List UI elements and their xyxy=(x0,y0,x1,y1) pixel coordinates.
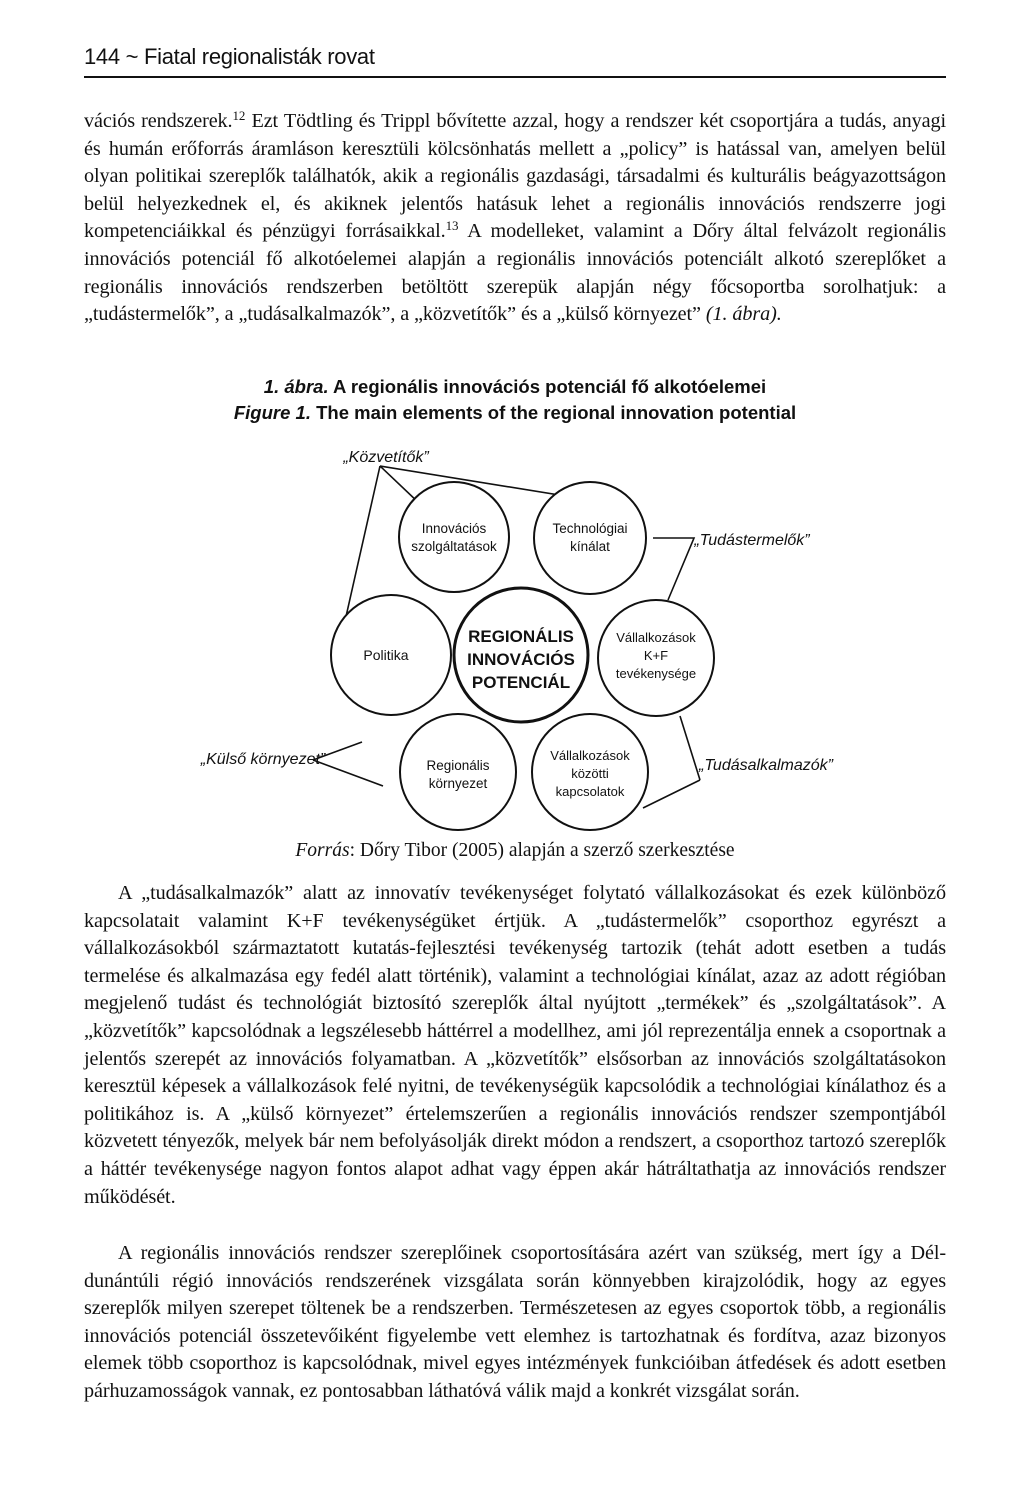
technologiai-label: kínálat xyxy=(570,539,610,554)
figure-caption-en xyxy=(84,400,946,425)
innovacios-szolgaltatasok-circle xyxy=(399,482,509,592)
technologiai-kinalat-circle xyxy=(534,482,646,594)
tudasalkalmazok-connector xyxy=(643,780,700,808)
body-paragraph xyxy=(84,880,946,1211)
figure-caption-hu xyxy=(84,374,946,399)
vallalkozasok-label: tevékenysége xyxy=(615,666,697,681)
figure-source xyxy=(84,838,946,864)
regionalis-label: környezet xyxy=(428,776,488,791)
tudastermelok-connector xyxy=(653,538,694,600)
politika-label: Politika xyxy=(363,647,409,663)
regionalis-label: Regionális xyxy=(426,758,490,773)
group-label-kulso: „Külső környezet” xyxy=(200,751,326,768)
footnote-marker: 12 xyxy=(232,107,246,123)
center-label: POTENCIÁL xyxy=(471,673,571,692)
center-label: INNOVÁCIÓS xyxy=(467,650,575,669)
tudasalkalmazok-connector xyxy=(680,716,700,780)
intro-text-3: A modelleket, valamint a Dőry által felvázolt regionális innovációs potenciál fő alkotóelemei alapján a regionális innovációs potenciált alkotó szereplőket a regionális innovációs rendszerben betöltött szerepük alapján négy főcsoportba sorolhatjuk: a „tudástermelők”, a „tudásalkalmazók”, a „közvetítők” és a „külső környezet” xyxy=(84,220,946,326)
kapcsolatok-label: kapcsolatok xyxy=(555,784,625,799)
caption-hu-label: 1. ábra. xyxy=(263,376,329,397)
caption-hu-text: A regionális innovációs potenciál fő alkotóelemei xyxy=(328,376,767,397)
vallalkozasok-label: Vállalkozások xyxy=(616,630,696,645)
page-number: 144 xyxy=(84,44,120,69)
group-label-kozvetitok: „Közvetítők” xyxy=(343,449,429,466)
body-paragraph xyxy=(84,1240,946,1406)
source-text: : Dőry Tibor (2005) alapján a szerző szerkesztése xyxy=(349,840,735,861)
paragraph-text: A „tudásalkalmazók” alatt az innovatív tevékenységet folytató vállalkozásokat és ezek különböző kapcsolatait valamint K+F tevékenységüket értjük. A „tudástermelők” csoporthoz egyrészt a vállalkozásokból származtatott kutatás-fejlesztési tevékenység tartozik (tehát adott esetben a tudás termelése és alkalmazása egy fedél alatt történik), valamint a technológiai kínálat, azaz az adott régióban megjelenő tudást és technológiát biztosító szereplők által nyújtott „termékek” és „szolgáltatások”. A „közvetítők” kapcsolódnak a legszélesebb háttérrel a modellhez, ami jól reprezentálja ennek a csoportnak a jelentős szerepét az innovációs folyamatban. A „közvetítők” elsősorban az innovációs szolgáltatásokon keresztül képesek a vállalkozások felé nyitni, de tevékenységük kapcsolódik a technológiai kínálathoz és a politikához is. A „külső környezet” értelemszerűen a regionális innovációs rendszer szempontjából közvetett tényezők, melyek bár nem befolyásolják direkt módon a rendszert, a csoporthoz tartozó szereplők a háttér tevékenysége nagyon fontos alapot adhat vagy éppen akár hátráltathatja az innovációs rendszer működését. xyxy=(84,882,946,1208)
kapcsolatok-label: közötti xyxy=(571,766,609,781)
group-label-tudastermelok: „Tudástermelők” xyxy=(694,532,810,549)
intro-text-1: vációs rendszerek. xyxy=(84,110,233,132)
technologiai-label: Technológiai xyxy=(552,521,628,536)
running-head xyxy=(84,42,946,78)
source-label: Forrás xyxy=(295,840,350,861)
vallalkozasok-label: K+F xyxy=(643,648,669,663)
paragraph-text: A regionális innovációs rendszer szereplőinek csoportosítására azért van szükség, mert így a Dél-dunántúli régió innovációs rendszerének vizsgálata során könnyebben kirajzolódik, hogy az egyes szereplők milyen szerepet töltenek be a rendszerben. Természetesen az egyes csoportok több, a regionális innovációs potenciál összetevőiként figyelembe vett elemhez is tartozhatnak és fordítva, azaz bizonyos elemek több csoporthoz is kapcsolódnak, mivel egyes intézmények funkcióiban átfedések és adott esetben párhuzamosságok vannak, ez pontosabban láthatóvá válik majd a konkrét vizsgálat során. xyxy=(84,1242,946,1402)
innovation-potential-diagram xyxy=(190,428,850,848)
footnote-marker: 13 xyxy=(445,218,459,234)
group-label-tudasalkalmazok: „Tudásalkalmazók” xyxy=(699,757,833,774)
header-separator: ~ xyxy=(125,44,139,69)
figure-reference: (1. ábra). xyxy=(705,303,782,326)
intro-paragraph xyxy=(84,108,946,329)
kapcsolatok-label: Vállalkozások xyxy=(550,748,630,763)
caption-en-label: Figure 1. xyxy=(233,402,311,423)
center-label: REGIONÁLIS xyxy=(468,627,574,646)
innovacios-label: Innovációs xyxy=(421,521,487,536)
section-title: Fiatal regionalisták rovat xyxy=(144,44,375,69)
caption-en-text: The main elements of the regional innovation potential xyxy=(310,402,797,423)
innovacios-label: szolgáltatások xyxy=(411,539,497,554)
intro-text-2: Ezt Tödtling és Trippl bővítette azzal, hogy a rendszer két csoportjára a tudás, anyagi és humán erőforrás áramláson keresztüli kölcsönhatás mellett a „policy” is hatással van, amelyen belül olyan politikai szereplők találhatók, akik a regionális gazdasági, társadalmi és kulturális beágyazottságon belül helyezkednek el, és akiknek jelentős hatásuk lehet a regionális innovációs rendszerre jogi kompetenciáikkal és pénzügyi forrásaikkal. xyxy=(84,110,946,243)
